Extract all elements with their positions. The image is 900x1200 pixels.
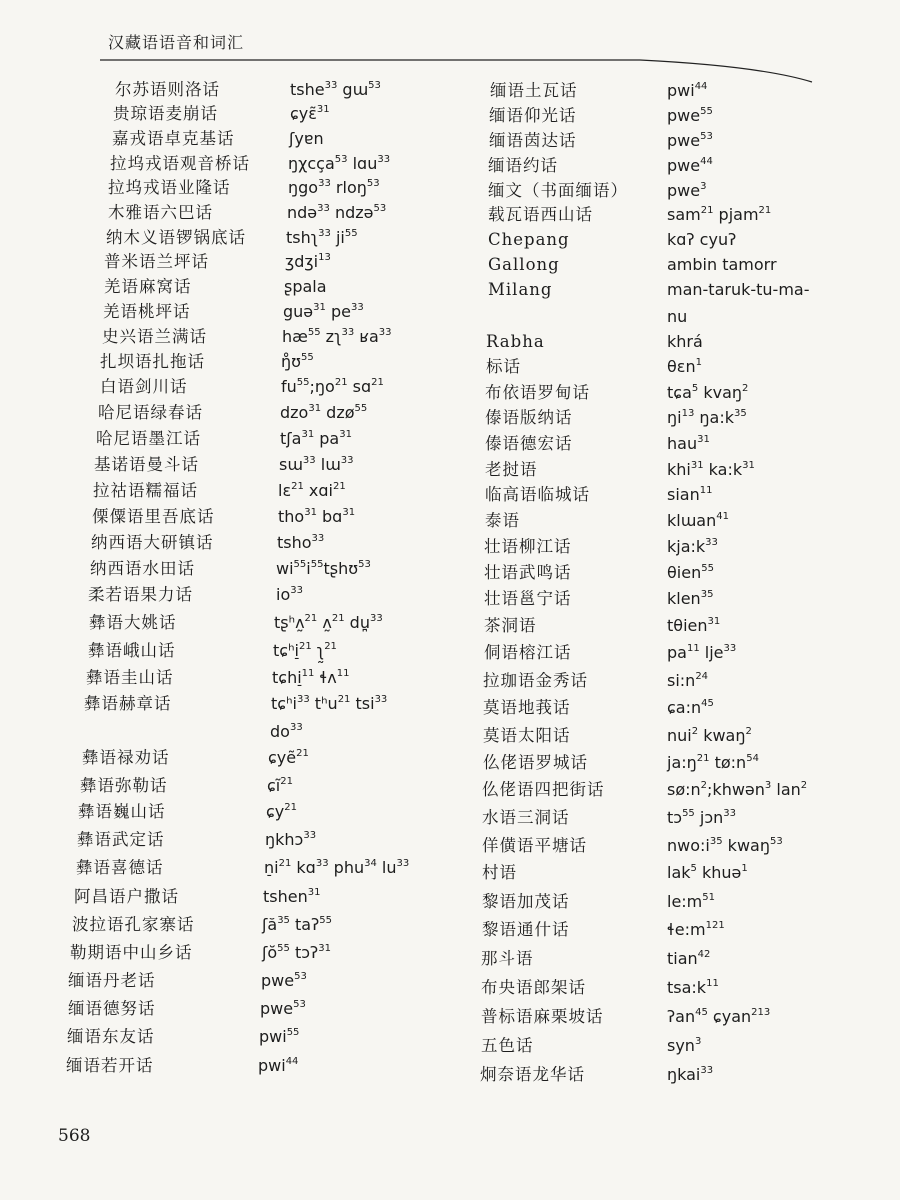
entry-form: pwi$^{44}$ [667,81,708,100]
entry-form: tɕʰi̠$^{21}$ ʅ̰$^{21}$ [273,641,337,660]
entry-term: 壮语柳江话 [484,537,572,556]
entry-term: 扎坝语扎拖话 [100,352,205,371]
entry-term: 彝语喜德话 [76,858,164,877]
entry-form: pwe$^{44}$ [667,156,713,175]
entry-term: 彝语圭山话 [86,668,174,687]
entry-form: $le:m^{51}$ [667,892,715,911]
entry-form: ʃă$^{35}$ taʔ$^{55}$ [262,915,332,934]
entry-term: 傣语德宏话 [485,434,573,453]
entry-term: 彝语赫章话 [84,694,172,713]
entry-form: pwe$^{55}$ [667,106,713,125]
entry-term: 羌语麻窝话 [104,277,192,296]
entry-term: 史兴语兰满话 [102,327,207,346]
entry-term: Rabha [486,332,545,351]
entry-form: $do^{33}$ [270,722,303,741]
entry-term: 木雅语六巴话 [108,203,213,222]
entry-term: 拉坞戎语观音桥话 [110,154,250,173]
entry-form: ʃyɐn [289,129,324,148]
entry-form: ɕyẽ$^{21}$ [268,748,309,767]
entry-term: 彝语巍山话 [78,802,166,821]
entry-term: 泰语 [485,511,520,530]
entry-term: 缅语德努话 [68,999,156,1018]
entry-form: hau$^{31}$ [667,434,710,453]
entry-term: 贵琼语麦崩话 [113,104,218,123]
entry-form: ɕy$^{21}$ [266,802,297,821]
entry-form: $ɕa:n^{45}$ [667,698,714,717]
entry-term: 基诺语曼斗话 [94,455,199,474]
entry-term: 布央语郎架话 [481,978,586,997]
entry-form: tɕa$^5$ kvaŋ$^2$ [667,383,749,402]
entry-form: tshʅ$^{33}$ $ji^{55}$ [286,228,358,247]
entry-term: 傣语版纳话 [485,408,573,427]
entry-form: $kja:k^{33}$ [667,537,718,556]
entry-term: 普标语麻栗坡话 [481,1007,604,1026]
entry-term: 五色话 [481,1036,534,1055]
entry-form: tʃa$^{31}$ $pa^{31}$ [280,429,352,448]
entry-term: 哈尼语绿春话 [98,403,203,422]
entry-term: 缅语若开话 [66,1056,154,1075]
entry-term: 纳西语水田话 [90,559,195,578]
entry-form: tshen$^{31}$ [263,887,321,906]
entry-term: 水语三洞话 [482,808,570,827]
entry-form: klen$^{35}$ [667,589,714,608]
entry-form: kɑʔ cyuʔ [667,230,737,249]
entry-term: 阿昌语户撒话 [74,887,179,906]
entry-term: 黎语加茂话 [482,892,570,911]
entry-term: 临高语临城话 [485,485,590,504]
entry-form: lak$^5$ khuə$^1$ [667,863,748,882]
entry-form: pwe$^{53}$ [260,999,306,1018]
entry-form: tɕhi̠$^{11}$ ɬʌ$^{11}$ [272,668,350,687]
entry-form: lɛ$^{21}$ xɑi$^{21}$ [278,481,346,500]
entry-term: Milang [488,280,553,299]
entry-form: $hæ^{55}$ zʅ$^{33}$ ʁa$^{33}$ [282,327,392,346]
entry-term: 茶洞语 [484,616,537,635]
entry-term: 拉珈语金秀话 [483,671,588,690]
entry-term: 嘉戎语卓克基话 [112,129,235,148]
entry-form: $sø:n^2;khwən^3$ lan$^2$ [667,780,808,799]
entry-term: 老挝语 [485,460,538,479]
entry-form: tshe$^{33}$ gɯ$^{53}$ [290,80,381,99]
entry-form: sɯ$^{33}$ lɯ$^{33}$ [279,455,354,474]
entry-term: 炯奈语龙华话 [480,1065,585,1084]
entry-form: $pa^{11}$ lje$^{33}$ [667,643,737,662]
entry-form: $wi^{55}i^{55}tʂhʊ^{53}$ [276,559,371,578]
entry-form: $ja:ŋ^{21}$ $tø:n^{54}$ [667,753,759,772]
entry-term: 彝语峨山话 [88,641,176,660]
entry-term: Chepang [488,230,570,249]
entry-form: $ŋi^{13}$ $ŋa:k^{35}$ [667,408,747,427]
entry-form: syn$^3$ [667,1036,702,1055]
entry-term: 柔若语果力话 [88,585,193,604]
running-header: 汉藏语语音和词汇 [108,33,245,52]
entry-form: nu [667,307,688,326]
entry-form: $n̠i^{21}$ kɑ$^{33}$ phu$^{34}$ $lu^{33}$ [264,858,410,877]
entry-form: ŋkai$^{33}$ [667,1065,714,1084]
entry-form: θɛn$^1$ [667,357,702,376]
entry-form: ŋχcça$^{53}$ lɑu$^{33}$ [288,154,391,173]
entry-form: θien$^{55}$ [667,563,714,582]
entry-form: tɔ$^{55}$ jɔn$^{33}$ [667,808,736,827]
entry-term: 哈尼语墨江话 [96,429,201,448]
entry-form: man-taruk-tu-ma- [667,280,810,299]
page-number: 568 [58,1126,91,1146]
entry-form: ʒdʒi$^{13}$ [285,252,331,271]
entry-form: $nwo:i^{35}$ kwaŋ$^{53}$ [667,836,783,855]
entry-form: tθien$^{31}$ [667,616,721,635]
entry-form: tɕʰi$^{33}$ tʰu$^{21}$ tsi$^{33}$ [271,694,388,713]
entry-form: nui$^2$ kwaŋ$^2$ [667,726,752,745]
entry-term: 尔苏语则洛话 [115,80,220,99]
entry-term: 莫语地莪话 [483,698,571,717]
entry-term: 缅语约话 [488,156,558,175]
entry-form: tho$^{31}$ bɑ$^{31}$ [278,507,356,526]
entry-form: ɕyɛ̃$^{31}$ [290,104,330,123]
entry-form: ɕĩ$^{21}$ [267,776,293,795]
entry-term: 村语 [482,863,517,882]
entry-form: pwi$^{55}$ [259,1027,300,1046]
entry-form: pwe$^3$ [667,181,707,200]
entry-form: tʂʰʌ̰$^{21}$ ʌ̰$^{21}$ du̪$^{33}$ [274,613,383,632]
entry-term: 纳西语大研镇话 [91,533,214,552]
entry-form: ambin tamorr [667,255,777,274]
entry-form: khi$^{31}$ $ka:k^{31}$ [667,460,755,479]
entry-term: 羌语桃坪话 [103,302,191,321]
entry-term: 莫语太阳话 [483,726,571,745]
entry-form: pwe$^{53}$ [667,131,713,150]
entry-form: pwi$^{44}$ [258,1056,299,1075]
entry-term: 缅语茵达话 [489,131,577,150]
entry-term: 黎语通什话 [482,920,570,939]
entry-form: $si:n^{24}$ [667,671,709,690]
entry-form: $tsa:k^{11}$ [667,978,719,997]
entry-term: 载瓦语西山话 [488,205,593,224]
entry-form: ndə$^{33}$ ndzə$^{53}$ [287,203,387,222]
entry-form: sam$^{21}$ pjam$^{21}$ [667,205,772,224]
header-rule [0,0,900,120]
entry-term: 侗语榕江话 [484,643,572,662]
entry-form: $ɬe:m^{121}$ [667,920,725,939]
entry-form: $io^{33}$ [276,585,303,604]
entry-term: 彝语大姚话 [89,613,177,632]
entry-form: sian$^{11}$ [667,485,713,504]
entry-term: 拉坞戎语业隆话 [108,178,231,197]
entry-form: tsho$^{33}$ [277,533,325,552]
entry-term: 波拉语孔家寨话 [72,915,195,934]
entry-term: 标话 [486,357,521,376]
entry-form: tian$^{42}$ [667,949,711,968]
entry-term: 纳木义语锣锅底话 [106,228,246,247]
entry-term: 仫佬语罗城话 [483,753,588,772]
entry-term: 彝语禄劝话 [82,748,170,767]
entry-form: ʂpala [284,277,327,296]
entry-term: 彝语弥勒话 [80,776,168,795]
entry-term: 缅语丹老话 [68,971,156,990]
entry-term: 缅语仰光话 [489,106,577,125]
entry-term: 傈僳语里吾底话 [92,507,215,526]
entry-term: 壮语武鸣话 [484,563,572,582]
entry-term: Gallong [488,255,560,274]
entry-form: $fu^{55};ŋo^{21}$ sɑ$^{21}$ [281,377,384,396]
entry-form: pwe$^{53}$ [261,971,307,990]
entry-form: guə$^{31}$ $pe^{33}$ [283,302,364,321]
entry-term: 拉祜语糯福话 [93,481,198,500]
entry-term: 布依语罗甸话 [485,383,590,402]
entry-term: 缅语土瓦话 [490,81,578,100]
entry-term: 仫佬语四把街话 [482,780,605,799]
entry-term: 白语剑川话 [100,377,188,396]
entry-form: ŋ̊ʊ$^{55}$ [281,352,314,371]
entry-term: 勒期语中山乡话 [70,943,193,962]
entry-term: 壮语邕宁话 [484,589,572,608]
entry-term: 佯僙语平塘话 [482,836,587,855]
entry-form: klɯan$^{41}$ [667,511,729,530]
entry-form: ŋgo$^{33}$ rloŋ$^{53}$ [288,178,380,197]
entry-term: 普米语兰坪话 [104,252,209,271]
entry-term: 彝语武定话 [77,830,165,849]
entry-form: ʃŏ$^{55}$ tɔʔ$^{31}$ [262,943,331,962]
entry-form: khrá [667,332,703,351]
entry-term: 缅语东友话 [67,1027,155,1046]
entry-form: ʔan$^{45}$ ɕyan$^{213}$ [667,1007,771,1026]
entry-form: ŋkhɔ$^{33}$ [265,830,317,849]
entry-form: dzo$^{31}$ dzø$^{55}$ [280,403,368,422]
entry-term: 那斗语 [481,949,534,968]
entry-term: 缅文（书面缅语） [488,181,628,200]
